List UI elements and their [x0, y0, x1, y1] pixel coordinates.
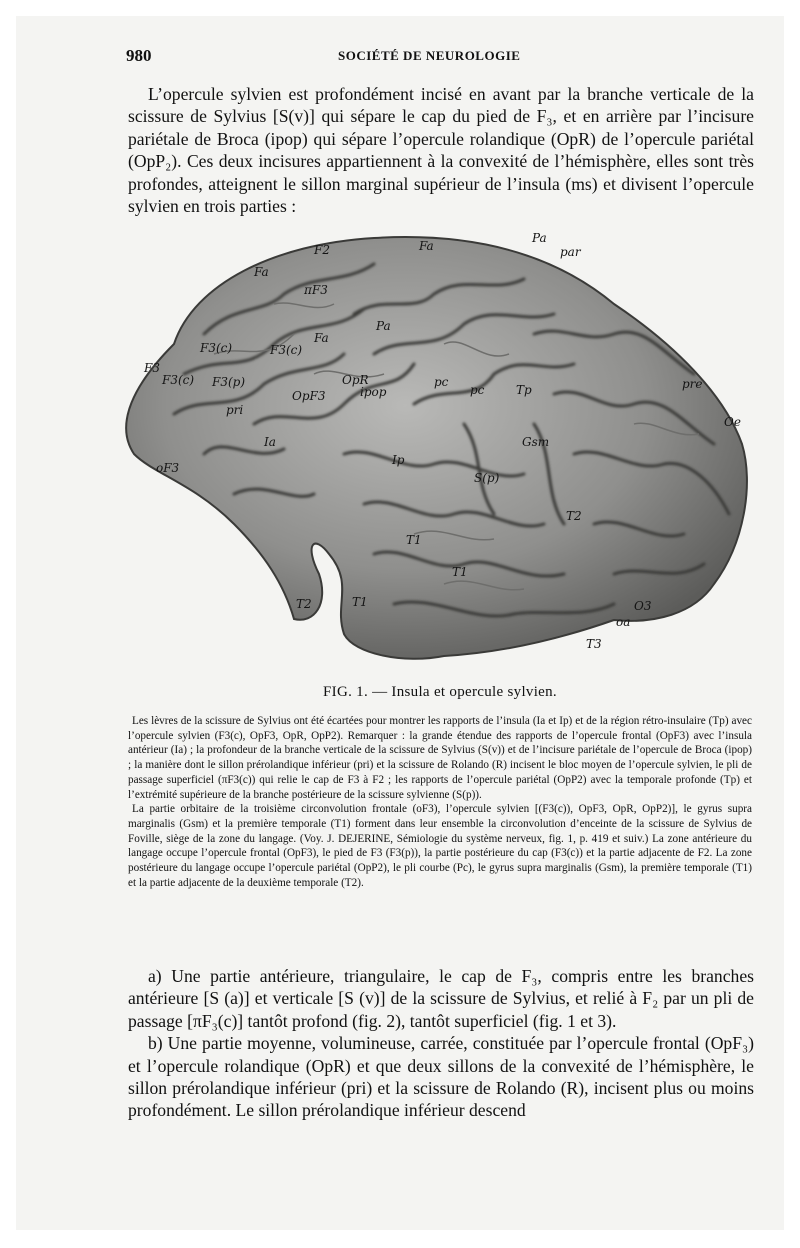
fig-label: F3(c): [200, 341, 233, 355]
fig-label: T1: [352, 595, 368, 609]
running-title: SOCIÉTÉ DE NEUROLOGIE: [338, 48, 521, 63]
fig-label: Gsm: [522, 435, 550, 449]
legend-paragraph: La partie orbitaire de la troisième circonvolution frontale (oF3), l’opercule sylvien [(F3(c)), OpF3, OpR, OpP2)], le gyrus supra marginalis (Gsm) et la première temporale (T1) forment dans leur ensemble la circonvolution d’enceinte de la scissure de Sylvius de Foville, siège de la zone du langage. (Voy. J. DEJERINE, Sémiologie du système nerveux, fig. 1, p. 419 et suiv.) La zone antérieure du langage occupe l’opercule frontal (OpF3), le pied de F3 (F3(p)), la partie postérieure du cap (F3(c)) et la partie adjacente de F2. La zone postérieure du langage occupe l’opercule pariétal (OpP2), le pli courbe (Pc), le gyrus supra marginalis (Gsm), la première temporale (T1) et la partie adjacente de la deuxième temporale (T2).: [128, 803, 752, 889]
fig-label: F2: [314, 243, 330, 257]
fig-label: Ia: [264, 435, 276, 449]
fig-label: ipop: [360, 385, 387, 399]
fig-label: F3(c): [270, 343, 303, 357]
fig-label: F3(p): [212, 375, 246, 389]
fig-label: Pa: [376, 319, 391, 333]
fig-label: OpF3: [292, 389, 326, 403]
fig-label: par: [560, 245, 581, 259]
fig-label: Fa: [419, 239, 434, 253]
fig-label: T2: [566, 509, 582, 523]
fig-label: F3(c): [162, 373, 195, 387]
fig-label: Ip: [392, 453, 405, 467]
fig-label: Oe: [724, 415, 741, 429]
fig-label: pc: [434, 375, 449, 389]
fig-label: pc: [470, 383, 485, 397]
fig-label: T1: [452, 565, 468, 579]
figure-caption-title: [128, 684, 752, 701]
fig-label: Fa: [254, 265, 269, 279]
paragraph-text: b) Une partie moyenne, volumineuse, carrée, constituée par l’opercule frontal (OpF₃) et l’opercule rolandique (OpR) et que deux sillons de la convexité de l’hémisphère, le sillon prérolandique inférieur (pri) et la scissure de Rolando (R), incisent plus ou moins profondément. Le sillon prérolandique inférieur descend: [128, 1033, 754, 1121]
fig-label: πF3: [304, 283, 328, 297]
fig-label: F3: [144, 361, 160, 375]
top-paragraph: [128, 83, 754, 217]
brain-figure: [114, 224, 754, 670]
fig-label: pre: [682, 377, 703, 391]
fig-label: Fa: [314, 331, 329, 345]
fig-label: OpR: [342, 373, 369, 387]
caption-title-text: FIG. 1. — Insula et opercule sylvien.: [323, 684, 557, 700]
fig-label: oa: [616, 615, 631, 629]
bottom-paragraphs: [128, 965, 754, 1122]
paragraph-text: a) Une partie antérieure, triangulaire, le cap de F₃, compris entre les branches antérieure [S (a)] et verticale [S (v)] de la scissure de Sylvius, et relié à F₂ par un pli de passage [πF₃(c)] tantôt profond (fig. 2), tantôt superficiel (fig. 1 et 3).: [128, 966, 754, 1031]
fig-label: Tp: [516, 383, 532, 397]
fig-label: S(p): [474, 471, 500, 485]
paragraph-text: L’opercule sylvien est profondément incisé en avant par la branche verticale de la scissure de Sylvius [S(v)] qui sépare le cap du pied de F₃, et en arrière par l’incisure pariétale de Broca (ipop) qui sépare l’opercule rolandique (OpR) de l’opercule pariétal (OpP₂). Ces deux incisures appartiennent à la convexité de l’hémisphère, elles sont très profondes, atteignent le sillon marginal supérieur de l’insula (ms) et divisent l’opercule sylvien en trois parties :: [128, 84, 754, 217]
page-number: 980: [126, 46, 152, 65]
figure-legend: [128, 714, 752, 890]
fig-label: oF3: [156, 461, 180, 475]
fig-label: T2: [296, 597, 312, 611]
fig-label: T3: [586, 637, 602, 651]
fig-label: T1: [406, 533, 422, 547]
legend-paragraph: Les lèvres de la scissure de Sylvius ont été écartées pour montrer les rapports de l’insula (Ia et Ip) et de la région rétro-insulaire (Tp) avec l’opercule sylvien (F3(c), OpF3, OpR, OpP2). Remarquer : la grande étendue des rapports de l’opercule frontal (OpF3) avec l’insula antérieur (Ia) ; la profondeur de la branche verticale de la scissure de Sylvius (S(v)) et de l’incisure pariétale de l’opercule de Broca (ipop) ; la manière dont le sillon prérolandique inférieur (pri) et la scissure de Rolando (R) incisent le bloc moyen de l’opercule sylvien, le pli de passage superficiel (πF3(c)) qui relie le cap de F3 à F2 ; les rapports de l’opercule pariétal (OpP2) avec la temporale profonde (Tp) et l’extrémité supérieure de la branche postérieure de la scissure sylvienne (S(p)).: [128, 715, 752, 801]
brain-photograph: [114, 224, 754, 670]
fig-label: pri: [226, 403, 244, 417]
fig-label: O3: [634, 599, 652, 613]
fig-label: Pa: [532, 231, 547, 245]
